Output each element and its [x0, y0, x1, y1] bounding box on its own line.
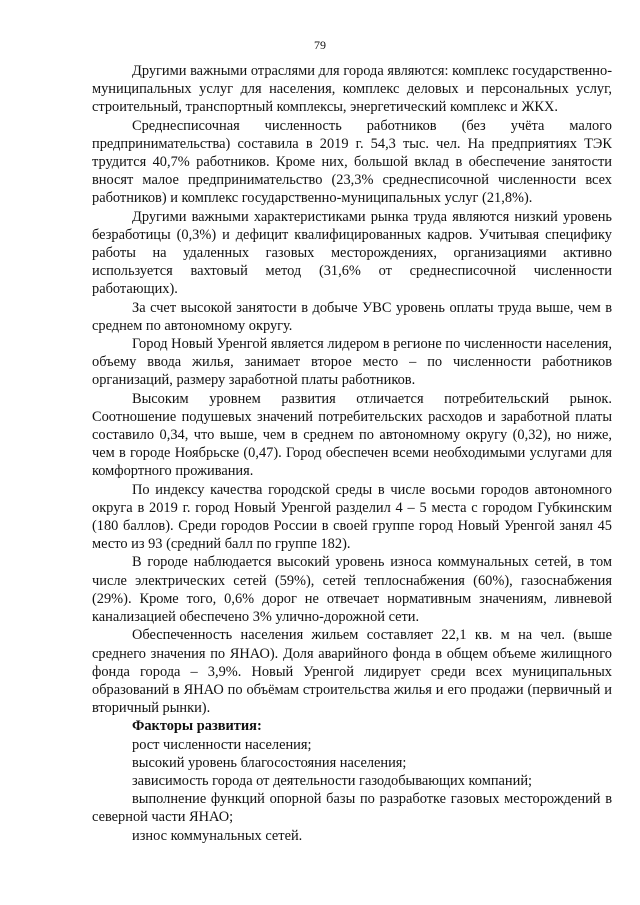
paragraph-wages: За счет высокой занятости в добыче УВС уровень оплаты труда выше, чем в среднем по автономному округу.	[92, 299, 612, 334]
factor-item: износ коммунальных сетей.	[132, 827, 303, 844]
paragraph-labor-market: Другими важными характеристиками рынка труда являются низкий уровень безработицы (0,3%) и дефицит квалифицированных кадров. Учитывая специфику работы на удаленных газовых месторождениях, организациями активно используется вахтовый метод (31,6% от среднесписочной численности работающих).	[92, 208, 612, 298]
factor-item: выполнение функций опорной базы по разработке газовых месторождений в северной части ЯНАО;	[92, 791, 612, 826]
paragraph-industries: Другими важными отраслями для города являются: комплекс государственно-муниципальных услуг для населения, комплекс деловых и персональных услуг, строительный, транспортный комплексы, энергетический комплекс и ЖКХ.	[92, 63, 612, 116]
factors-heading: Факторы развития:	[132, 718, 262, 735]
paragraph-city-leadership: Город Новый Уренгой является лидером в регионе по численности населения, объему ввода жилья, занимает второе место – по численности работников организаций, размеру заработной платы работников.	[92, 336, 612, 389]
paragraph-employment: Среднесписочная численность работников (без учёта малого предпринимательства) составила в 2019 г. 54,3 тыс. чел. На предприятиях ТЭК трудится 40,7% работников. Кроме них, большой вклад в обеспечение занятости вносят малое предпринимательство (23,3% среднесписочной численности всех работников) и комплекс государственно-муниципальных услуг (21,8%).	[92, 117, 612, 207]
paragraph-utility-networks: В городе наблюдается высокий уровень износа коммунальных сетей, в том числе электрических сетей (59%), сетей теплоснабжения (60%), газоснабжения (29%). Кроме того, 0,6% дорог не отвечает нормативным значениям, ливневой канализацией обеспечено 3% улично-дорожной сети.	[92, 554, 612, 626]
factor-item: рост численности населения;	[132, 736, 312, 753]
paragraph-consumer-market: Высоким уровнем развития отличается потребительский рынок. Соотношение подушевых значений потребительских расходов и заработной платы составило 0,34, что выше, чем в среднем по автономному округу (0,32), но ниже, чем в городе Ноябрьске (0,47). Город обеспечен всеми необходимыми услугами для комфортного проживания.	[92, 390, 612, 480]
factor-item: высокий уровень благосостояния населения;	[132, 754, 407, 771]
factors-list	[92, 736, 612, 845]
page-number: 79	[314, 38, 326, 52]
paragraph-housing: Обеспеченность населения жильем составляет 22,1 кв. м на чел. (выше среднего значения по ЯНАО). Доля аварийного фонда в общем объеме жилищного фонда города – 3,9%. Новый Уренгой лидирует среди всех муниципальных образований в ЯНАО по объёмам строительства жилья и его продажи (первичный и вторичный рынки).	[92, 627, 612, 717]
document-body	[92, 62, 612, 845]
factor-item: зависимость города от деятельности газодобывающих компаний;	[132, 772, 533, 789]
paragraph-urban-quality: По индексу качества городской среды в числе восьми городов автономного округа в 2019 г. город Новый Уренгой разделил 4 – 5 места с городом Губкинским (180 баллов). Среди городов России в своей группе город Новый Уренгой занял 45 место из 93 (средний балл по группе 182).	[92, 481, 612, 553]
